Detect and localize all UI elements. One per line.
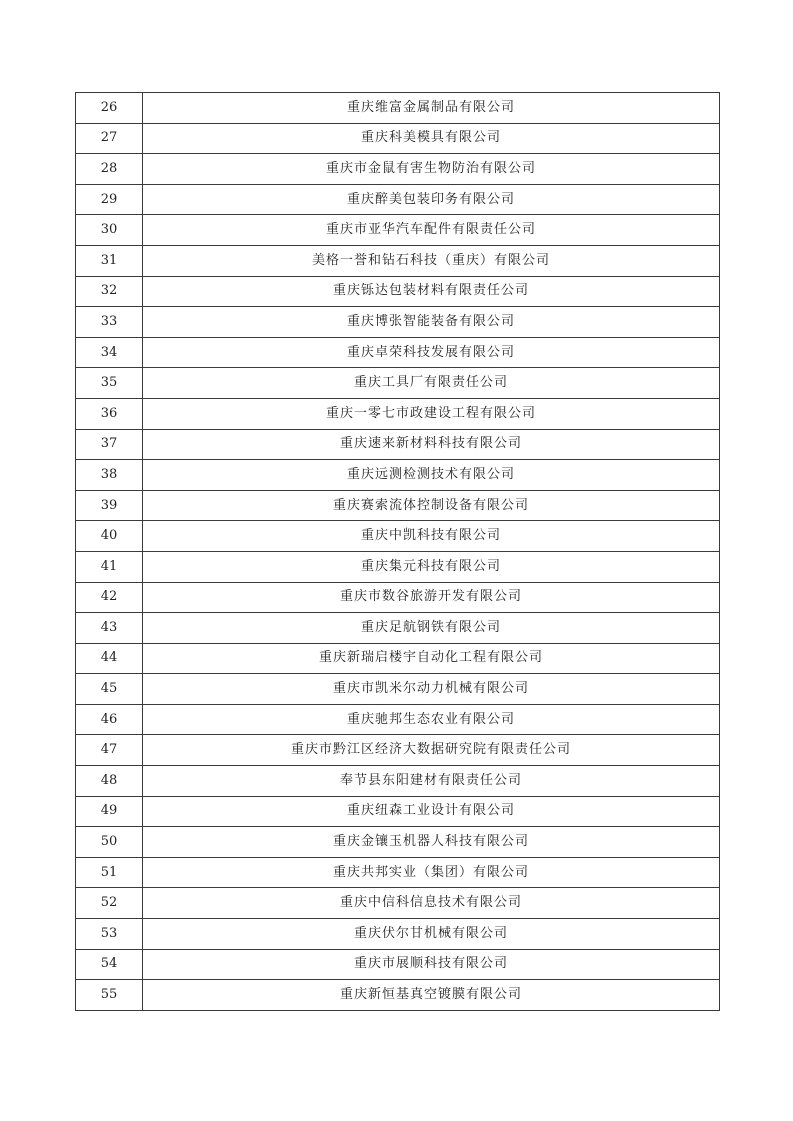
company-name: 重庆一零七市政建设工程有限公司 [143, 398, 720, 429]
table-row [76, 276, 720, 307]
row-number: 48 [76, 766, 143, 797]
row-number: 26 [76, 93, 143, 124]
company-name: 重庆工具厂有限责任公司 [143, 368, 720, 399]
row-number: 54 [76, 949, 143, 980]
row-number: 41 [76, 551, 143, 582]
row-number: 38 [76, 460, 143, 491]
row-number: 32 [76, 276, 143, 307]
table-body [76, 93, 720, 1011]
row-number: 51 [76, 857, 143, 888]
row-number: 29 [76, 184, 143, 215]
table-row [76, 980, 720, 1011]
table-row [76, 613, 720, 644]
row-number: 45 [76, 674, 143, 705]
row-number: 35 [76, 368, 143, 399]
row-number: 42 [76, 582, 143, 613]
company-name: 重庆铄达包装材料有限责任公司 [143, 276, 720, 307]
table-row [76, 154, 720, 185]
company-name: 奉节县东阳建材有限责任公司 [143, 766, 720, 797]
table-row [76, 582, 720, 613]
row-number: 53 [76, 919, 143, 950]
row-number: 33 [76, 307, 143, 338]
table-row [76, 643, 720, 674]
company-name: 重庆新恒基真空镀膜有限公司 [143, 980, 720, 1011]
row-number: 30 [76, 215, 143, 246]
table-row [76, 551, 720, 582]
row-number: 34 [76, 337, 143, 368]
table-row [76, 93, 720, 124]
company-name: 重庆远测检测技术有限公司 [143, 460, 720, 491]
table-row [76, 368, 720, 399]
row-number: 50 [76, 827, 143, 858]
table-row [76, 766, 720, 797]
row-number: 55 [76, 980, 143, 1011]
table-row [76, 521, 720, 552]
row-number: 31 [76, 245, 143, 276]
company-name: 重庆纽森工业设计有限公司 [143, 796, 720, 827]
company-name: 重庆驰邦生态农业有限公司 [143, 704, 720, 735]
table-row [76, 245, 720, 276]
table-row [76, 490, 720, 521]
company-name: 重庆市黔江区经济大数据研究院有限责任公司 [143, 735, 720, 766]
company-name: 重庆速来新材料科技有限公司 [143, 429, 720, 460]
table-row [76, 888, 720, 919]
table-row [76, 460, 720, 491]
row-number: 44 [76, 643, 143, 674]
company-name: 重庆博张智能装备有限公司 [143, 307, 720, 338]
row-number: 47 [76, 735, 143, 766]
company-name: 重庆市亚华汽车配件有限责任公司 [143, 215, 720, 246]
table-row [76, 398, 720, 429]
table-row [76, 184, 720, 215]
row-number: 52 [76, 888, 143, 919]
company-name: 重庆新瑞启楼宇自动化工程有限公司 [143, 643, 720, 674]
company-name: 重庆醉美包装印务有限公司 [143, 184, 720, 215]
company-list-table [75, 92, 720, 1011]
table-row [76, 123, 720, 154]
table-row [76, 704, 720, 735]
company-name: 重庆维富金属制品有限公司 [143, 93, 720, 124]
row-number: 27 [76, 123, 143, 154]
table-row [76, 215, 720, 246]
company-name: 重庆中信科信息技术有限公司 [143, 888, 720, 919]
company-name: 重庆共邦实业（集团）有限公司 [143, 857, 720, 888]
row-number: 28 [76, 154, 143, 185]
company-name: 重庆中凯科技有限公司 [143, 521, 720, 552]
table-row [76, 919, 720, 950]
table-row [76, 949, 720, 980]
table-row [76, 827, 720, 858]
row-number: 40 [76, 521, 143, 552]
company-name: 重庆科美模具有限公司 [143, 123, 720, 154]
company-name: 重庆伏尔甘机械有限公司 [143, 919, 720, 950]
table-row [76, 735, 720, 766]
company-name: 重庆足航钢铁有限公司 [143, 613, 720, 644]
table-row [76, 429, 720, 460]
company-name: 重庆市数谷旅游开发有限公司 [143, 582, 720, 613]
table-row [76, 307, 720, 338]
row-number: 46 [76, 704, 143, 735]
table-row [76, 796, 720, 827]
table-row [76, 674, 720, 705]
company-name: 重庆金镶玉机器人科技有限公司 [143, 827, 720, 858]
table-row [76, 857, 720, 888]
row-number: 43 [76, 613, 143, 644]
company-name: 重庆市展顺科技有限公司 [143, 949, 720, 980]
row-number: 49 [76, 796, 143, 827]
row-number: 39 [76, 490, 143, 521]
company-name: 美格一誉和钻石科技（重庆）有限公司 [143, 245, 720, 276]
company-name: 重庆市凯米尔动力机械有限公司 [143, 674, 720, 705]
row-number: 36 [76, 398, 143, 429]
company-name: 重庆市金鼠有害生物防治有限公司 [143, 154, 720, 185]
table-row [76, 337, 720, 368]
company-name: 重庆集元科技有限公司 [143, 551, 720, 582]
company-name: 重庆卓荣科技发展有限公司 [143, 337, 720, 368]
company-name: 重庆赛索流体控制设备有限公司 [143, 490, 720, 521]
row-number: 37 [76, 429, 143, 460]
